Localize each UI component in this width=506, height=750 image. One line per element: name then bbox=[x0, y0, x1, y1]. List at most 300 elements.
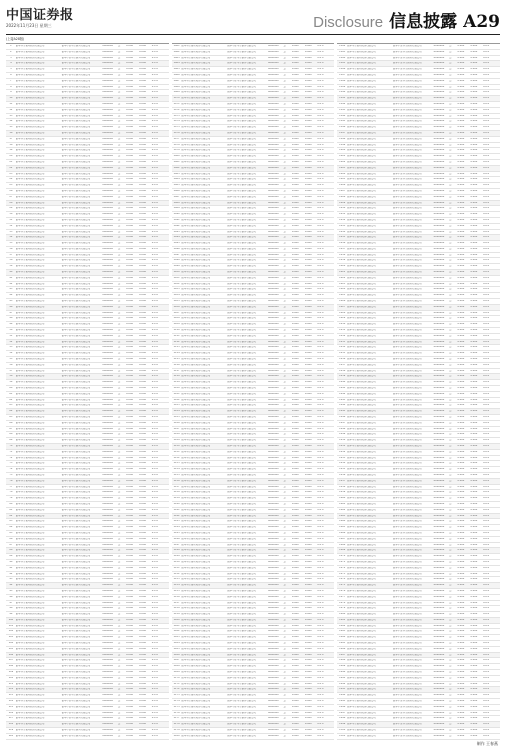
table-cell-n2: 0.000 bbox=[139, 381, 146, 384]
table-cell-name: 银华中证基金销售有限公司 bbox=[61, 381, 91, 384]
table-cell-fund: 银华基金管理股份有限公司 bbox=[347, 282, 376, 285]
table-cell-no: 52 bbox=[9, 340, 13, 343]
table-cell-code: 0000000 bbox=[102, 242, 113, 245]
table-cell-d: 是 bbox=[449, 734, 452, 737]
table-cell-n1: 0.000 bbox=[457, 636, 465, 639]
table-cell-r: 0.0% bbox=[317, 502, 324, 505]
table-cell-name: 银华中证基金销售有限公司 bbox=[227, 126, 256, 129]
table-cell-r: 0.0% bbox=[483, 607, 490, 610]
table-cell-no: 71 bbox=[9, 450, 13, 453]
table-cell-code: 0000000 bbox=[102, 531, 113, 534]
table-cell-no: 1288 bbox=[339, 659, 346, 662]
table-cell-r: 0.0% bbox=[483, 392, 490, 395]
table-cell-n1: 0.000 bbox=[291, 352, 299, 355]
table-cell-name: 银华中证基金销售有限公司 bbox=[227, 259, 256, 262]
table-cell-d: 是 bbox=[449, 120, 452, 123]
table-cell-d: 是 bbox=[283, 91, 286, 94]
table-cell-n2: 0.000 bbox=[304, 694, 312, 697]
table-cell-r: 0.0% bbox=[483, 479, 490, 482]
table-cell-code: 0000000 bbox=[433, 85, 445, 88]
table-cell-code: 0000000 bbox=[102, 166, 113, 169]
table-cell-code: 0000000 bbox=[267, 387, 279, 390]
table-cell-no: 47 bbox=[9, 311, 13, 314]
table-cell-r: 0.0% bbox=[483, 247, 490, 250]
table-cell-code: 0000000 bbox=[267, 288, 279, 291]
table-cell-n1: 0.000 bbox=[126, 560, 133, 563]
table-cell-no: 1244 bbox=[339, 404, 346, 407]
table-cell-d: 是 bbox=[449, 62, 452, 65]
table-cell-n2: 0.000 bbox=[304, 566, 312, 569]
table-cell-n2: 0.000 bbox=[139, 265, 146, 268]
table-cell-n1: 0.000 bbox=[291, 178, 299, 181]
table-cell-code: 0000000 bbox=[102, 578, 113, 581]
table-cell-name: 银华中证基金销售有限公司 bbox=[61, 694, 91, 697]
table-cell-n1: 0.000 bbox=[457, 160, 465, 163]
table-cell-name: 银华中证基金销售有限公司 bbox=[392, 439, 422, 442]
table-cell-code: 0000000 bbox=[433, 520, 445, 523]
table-cell-fund: 银华基金管理股份有限公司 bbox=[15, 149, 45, 152]
table-cell-code: 0000000 bbox=[267, 421, 279, 424]
table-cell-no: 75 bbox=[9, 473, 13, 476]
table-cell-n2: 0.000 bbox=[139, 450, 146, 453]
table-cell-fund: 银华基金管理股份有限公司 bbox=[347, 253, 376, 256]
table-cell-fund: 银华基金管理股份有限公司 bbox=[181, 381, 211, 384]
table-cell-n2: 0.000 bbox=[470, 108, 478, 111]
table-cell-code: 0000000 bbox=[267, 694, 279, 697]
table-cell-fund: 银华基金管理股份有限公司 bbox=[347, 56, 376, 59]
table-cell-d: 是 bbox=[117, 387, 121, 390]
table-cell-n1: 0.000 bbox=[126, 433, 133, 436]
table-cell-no: 1149 bbox=[173, 555, 180, 558]
table-cell-name: 银华中证基金销售有限公司 bbox=[61, 114, 91, 117]
table-cell-name: 银华中证基金销售有限公司 bbox=[227, 682, 256, 685]
table-cell-n1: 0.000 bbox=[126, 242, 133, 245]
table-cell-no: 1153 bbox=[173, 578, 180, 581]
table-cell-fund: 银华基金管理股份有限公司 bbox=[347, 317, 376, 320]
table-cell-code: 0000000 bbox=[433, 62, 445, 65]
table-cell-n1: 0.000 bbox=[291, 555, 299, 558]
table-cell-fund: 银华基金管理股份有限公司 bbox=[15, 207, 45, 210]
table-cell-name: 银华中证基金销售有限公司 bbox=[61, 288, 91, 291]
table-cell-fund: 银华基金管理股份有限公司 bbox=[181, 207, 211, 210]
table-cell-n2: 0.000 bbox=[139, 236, 146, 239]
table-cell-n2: 0.000 bbox=[470, 50, 478, 53]
table-cell-r: 0.0% bbox=[151, 705, 158, 708]
table-cell-r: 0.0% bbox=[483, 427, 490, 430]
table-cell-no: 1180 bbox=[173, 734, 180, 737]
table-cell-fund: 银华基金管理股份有限公司 bbox=[181, 549, 211, 552]
table-cell-d: 是 bbox=[283, 705, 286, 708]
table-cell-name: 银华中证基金销售有限公司 bbox=[227, 276, 256, 279]
table-cell-r: 0.0% bbox=[151, 653, 158, 656]
table-cell-fund: 银华基金管理股份有限公司 bbox=[181, 421, 211, 424]
table-cell-r: 0.0% bbox=[317, 259, 324, 262]
table-cell-no: 10 bbox=[9, 97, 13, 100]
table-cell-n1: 0.000 bbox=[291, 566, 299, 569]
table-cell-name: 银华中证基金销售有限公司 bbox=[61, 137, 91, 140]
table-cell-n2: 0.000 bbox=[470, 531, 478, 534]
table-cell-no: 1095 bbox=[173, 242, 180, 245]
table-cell-r: 0.0% bbox=[317, 102, 324, 105]
table-cell-n2: 0.000 bbox=[470, 358, 478, 361]
table-cell-code: 0000000 bbox=[267, 253, 279, 256]
table-rows bbox=[172, 44, 335, 740]
table-cell-n1: 0.000 bbox=[126, 456, 133, 459]
table-cell-n2: 0.000 bbox=[304, 160, 312, 163]
table-cell-r: 0.0% bbox=[317, 647, 324, 650]
table-cell-name: 银华中证基金销售有限公司 bbox=[61, 688, 91, 691]
table-cell-code: 0000000 bbox=[433, 398, 445, 401]
table-cell-name: 银华中证基金销售有限公司 bbox=[227, 705, 256, 708]
table-cell-n2: 0.000 bbox=[304, 531, 312, 534]
table-cell-d: 是 bbox=[117, 734, 121, 737]
table-cell-n1: 0.000 bbox=[291, 578, 299, 581]
table-cell-fund: 银华基金管理股份有限公司 bbox=[347, 311, 376, 314]
table-cell-code: 0000000 bbox=[267, 642, 279, 645]
table-cell-n2: 0.000 bbox=[139, 502, 146, 505]
table-cell-fund: 银华基金管理股份有限公司 bbox=[15, 230, 45, 233]
table-cell-n2: 0.000 bbox=[470, 131, 478, 134]
table-cell-fund: 银华基金管理股份有限公司 bbox=[181, 479, 211, 482]
table-cell-r: 0.0% bbox=[317, 201, 324, 204]
table-cell-name: 银华中证基金销售有限公司 bbox=[61, 497, 91, 500]
table-cell-n1: 0.000 bbox=[457, 613, 465, 616]
table-cell-r: 0.0% bbox=[151, 479, 158, 482]
table-cell-name: 银华中证基金销售有限公司 bbox=[61, 671, 91, 674]
table-cell-code: 0000000 bbox=[433, 433, 445, 436]
table-cell-no: 102 bbox=[8, 630, 14, 633]
table-cell-fund: 银华基金管理股份有限公司 bbox=[181, 671, 211, 674]
table-cell-no: 1065 bbox=[173, 68, 180, 71]
table-cell-n2: 0.000 bbox=[304, 218, 312, 221]
table-cell-fund: 银华基金管理股份有限公司 bbox=[347, 363, 376, 366]
table-cell-code: 0000000 bbox=[267, 102, 279, 105]
table-cell-name: 银华中证基金销售有限公司 bbox=[392, 642, 422, 645]
table-cell-r: 0.0% bbox=[317, 108, 324, 111]
table-cell-n2: 0.000 bbox=[470, 468, 478, 471]
table-cell-code: 0000000 bbox=[102, 711, 113, 714]
table-cell-d: 是 bbox=[449, 97, 452, 100]
table-cell-r: 0.0% bbox=[317, 329, 324, 332]
table-cell-r: 0.0% bbox=[483, 624, 490, 627]
table-cell-n2: 0.000 bbox=[304, 491, 312, 494]
table-cell-fund: 银华基金管理股份有限公司 bbox=[181, 694, 211, 697]
table-cell-no: 1290 bbox=[339, 671, 346, 674]
table-cell-code: 0000000 bbox=[433, 236, 445, 239]
table-cell-name: 银华中证基金销售有限公司 bbox=[227, 184, 256, 187]
table-cell-no: 1253 bbox=[339, 456, 346, 459]
table-cell-r: 0.0% bbox=[151, 700, 158, 703]
table-cell-no: 35 bbox=[9, 242, 13, 245]
table-cell-n2: 0.000 bbox=[139, 305, 146, 308]
table-cell-r: 0.0% bbox=[317, 398, 324, 401]
table-cell-d: 是 bbox=[449, 311, 452, 314]
table-cell-code: 0000000 bbox=[267, 184, 279, 187]
table-cell-code: 0000000 bbox=[102, 79, 113, 82]
table-cell-fund: 银华基金管理股份有限公司 bbox=[181, 514, 211, 517]
table-cell-name: 银华中证基金销售有限公司 bbox=[61, 195, 91, 198]
table-cell-n1: 0.000 bbox=[126, 56, 133, 59]
table-cell-n1: 0.000 bbox=[126, 676, 133, 679]
table-cell-no: 1067 bbox=[173, 79, 180, 82]
table-cell-r: 0.0% bbox=[317, 137, 324, 140]
table-cell-name: 银华中证基金销售有限公司 bbox=[61, 259, 91, 262]
table-cell-n2: 0.000 bbox=[470, 311, 478, 314]
table-cell-n2: 0.000 bbox=[470, 201, 478, 204]
table-cell-r: 0.0% bbox=[483, 543, 490, 546]
table-cell-name: 银华中证基金销售有限公司 bbox=[392, 682, 422, 685]
table-cell-r: 0.0% bbox=[483, 131, 490, 134]
table-cell-n1: 0.000 bbox=[457, 346, 465, 349]
table-cell-name: 银华中证基金销售有限公司 bbox=[61, 369, 91, 372]
table-cell-name: 银华中证基金销售有限公司 bbox=[227, 317, 256, 320]
table-cell-n2: 0.000 bbox=[304, 723, 312, 726]
table-cell-n1: 0.000 bbox=[457, 381, 465, 384]
table-cell-r: 0.0% bbox=[151, 143, 158, 146]
table-cell-code: 0000000 bbox=[267, 456, 279, 459]
table-cell-no: 1197 bbox=[339, 131, 346, 134]
table-cell-d: 是 bbox=[117, 363, 121, 366]
table-cell-fund: 银华基金管理股份有限公司 bbox=[15, 636, 45, 639]
table-cell-n2: 0.000 bbox=[470, 659, 478, 662]
table-cell-r: 0.0% bbox=[151, 160, 158, 163]
table-cell-n1: 0.000 bbox=[457, 572, 465, 575]
table-cell-n1: 0.000 bbox=[457, 126, 465, 129]
table-cell-r: 0.0% bbox=[483, 497, 490, 500]
table-cell-d: 是 bbox=[283, 346, 286, 349]
table-cell-n1: 0.000 bbox=[291, 450, 299, 453]
table-cell-d: 是 bbox=[449, 288, 452, 291]
table-cell-n1: 0.000 bbox=[291, 502, 299, 505]
table-cell-fund: 银华基金管理股份有限公司 bbox=[347, 218, 376, 221]
table-cell-n2: 0.000 bbox=[304, 734, 312, 737]
table-cell-no: 25 bbox=[9, 184, 13, 187]
table-cell-code: 0000000 bbox=[433, 114, 445, 117]
table-cell-n1: 0.000 bbox=[291, 676, 299, 679]
table-cell-d: 是 bbox=[117, 560, 121, 563]
table-cell-no: 1079 bbox=[173, 149, 180, 152]
table-cell-n2: 0.000 bbox=[139, 102, 146, 105]
table-cell-d: 是 bbox=[117, 207, 121, 210]
table-cell-fund: 银华基金管理股份有限公司 bbox=[15, 166, 45, 169]
table-cell-fund: 银华基金管理股份有限公司 bbox=[181, 404, 211, 407]
table-cell-fund: 银华基金管理股份有限公司 bbox=[15, 317, 45, 320]
table-cell-d: 是 bbox=[117, 676, 121, 679]
table-cell-d: 是 bbox=[283, 201, 286, 204]
table-cell-n2: 0.000 bbox=[139, 404, 146, 407]
table-cell-no: 107 bbox=[8, 659, 14, 662]
table-cell-fund: 银华基金管理股份有限公司 bbox=[15, 56, 45, 59]
table-cell-n1: 0.000 bbox=[457, 659, 465, 662]
masthead-rule bbox=[6, 34, 500, 35]
table-cell-n2: 0.000 bbox=[470, 543, 478, 546]
table-cell-fund: 银华基金管理股份有限公司 bbox=[347, 166, 376, 169]
table-cell-no: 1241 bbox=[339, 387, 346, 390]
table-cell-fund: 银华基金管理股份有限公司 bbox=[15, 462, 45, 465]
table-cell-n2: 0.000 bbox=[470, 137, 478, 140]
table-cell-n1: 0.000 bbox=[457, 398, 465, 401]
table-cell-no: 1218 bbox=[339, 253, 346, 256]
table-cell-n1: 0.000 bbox=[126, 45, 133, 47]
table-cell-d: 是 bbox=[449, 68, 452, 71]
table-cell-no: 86 bbox=[9, 537, 13, 540]
table-cell-d: 是 bbox=[449, 665, 452, 668]
table-cell-code: 0000000 bbox=[433, 543, 445, 546]
table-cell-no: 1246 bbox=[339, 416, 346, 418]
table-cell-fund: 银华基金管理股份有限公司 bbox=[15, 444, 45, 447]
table-cell-name: 银华中证基金销售有限公司 bbox=[392, 201, 422, 204]
table-cell-n1: 0.000 bbox=[126, 468, 133, 471]
table-cell-d: 是 bbox=[283, 300, 286, 303]
table-cell-r: 0.0% bbox=[483, 647, 490, 650]
table-cell-code: 0000000 bbox=[267, 526, 279, 529]
table-cell-fund: 银华基金管理股份有限公司 bbox=[347, 375, 376, 378]
table-cell-no: 1137 bbox=[173, 485, 180, 488]
table-cell-n1: 0.000 bbox=[457, 560, 465, 563]
table-cell-name: 银华中证基金销售有限公司 bbox=[227, 271, 256, 274]
table-cell-fund: 银华基金管理股份有限公司 bbox=[181, 137, 211, 140]
column-header: (上接A28版) bbox=[6, 36, 169, 44]
table-cell-r: 0.0% bbox=[317, 589, 324, 592]
table-cell-code: 0000000 bbox=[433, 253, 445, 256]
table-cell-fund: 银华基金管理股份有限公司 bbox=[15, 172, 45, 175]
table-cell-d: 是 bbox=[449, 682, 452, 685]
table-cell-name: 银华中证基金销售有限公司 bbox=[227, 555, 256, 558]
table-cell-n2: 0.000 bbox=[304, 271, 312, 274]
table-cell-n1: 0.000 bbox=[457, 427, 465, 430]
table-cell-n2: 0.000 bbox=[470, 149, 478, 152]
table-cell-fund: 银华基金管理股份有限公司 bbox=[15, 236, 45, 239]
table-cell-no: 1069 bbox=[173, 91, 180, 94]
table-cell-n2: 0.000 bbox=[139, 520, 146, 523]
table-cell-fund: 银华基金管理股份有限公司 bbox=[15, 694, 45, 697]
table-cell-d: 是 bbox=[283, 589, 286, 592]
table-cell-d: 是 bbox=[117, 340, 121, 343]
table-cell-code: 0000000 bbox=[433, 282, 445, 285]
table-cell-n1: 0.000 bbox=[126, 218, 133, 221]
table-cell-r: 0.0% bbox=[317, 346, 324, 349]
table-cell-n1: 0.000 bbox=[457, 624, 465, 627]
table-cell-code: 0000000 bbox=[433, 671, 445, 674]
table-cell-n2: 0.000 bbox=[139, 671, 146, 674]
table-cell-r: 0.0% bbox=[483, 340, 490, 343]
table-cell-r: 0.0% bbox=[483, 398, 490, 401]
table-cell-d: 是 bbox=[449, 502, 452, 505]
table-cell-fund: 银华基金管理股份有限公司 bbox=[181, 387, 211, 390]
table-cell-r: 0.0% bbox=[483, 473, 490, 476]
table-cell-n1: 0.000 bbox=[126, 224, 133, 227]
table-cell-n1: 0.000 bbox=[291, 56, 299, 59]
table-cell-n1: 0.000 bbox=[291, 329, 299, 332]
table-cell-r: 0.0% bbox=[317, 56, 324, 59]
table-cell-n1: 0.000 bbox=[457, 155, 465, 158]
table-cell-name: 银华中证基金销售有限公司 bbox=[61, 537, 91, 540]
table-cell-n2: 0.000 bbox=[304, 340, 312, 343]
table-cell-no: 1213 bbox=[339, 224, 346, 227]
table-cell-n2: 0.000 bbox=[139, 624, 146, 627]
table-cell-fund: 银华基金管理股份有限公司 bbox=[347, 108, 376, 111]
table-cell-fund: 银华基金管理股份有限公司 bbox=[15, 363, 45, 366]
table-cell-name: 银华中证基金销售有限公司 bbox=[61, 468, 91, 471]
table-cell-r: 0.0% bbox=[483, 172, 490, 175]
table-cell-d: 是 bbox=[449, 108, 452, 111]
table-cell-n1: 0.000 bbox=[126, 311, 133, 314]
table-cell-r: 0.0% bbox=[483, 224, 490, 227]
table-cell-d: 是 bbox=[117, 247, 121, 250]
table-cell-d: 是 bbox=[449, 462, 452, 465]
table-cell-name: 银华中证基金销售有限公司 bbox=[227, 479, 256, 482]
table-cell-n2: 0.000 bbox=[139, 734, 146, 737]
table-cell-code: 0000000 bbox=[102, 282, 113, 285]
table-cell-r: 0.0% bbox=[483, 711, 490, 714]
table-cell-d: 是 bbox=[449, 126, 452, 129]
table-cell-fund: 银华基金管理股份有限公司 bbox=[181, 410, 211, 413]
table-cell-fund: 银华基金管理股份有限公司 bbox=[181, 624, 211, 627]
table-cell-fund: 银华基金管理股份有限公司 bbox=[181, 555, 211, 558]
table-cell-fund: 银华基金管理股份有限公司 bbox=[181, 502, 211, 505]
table-cell-n2: 0.000 bbox=[304, 502, 312, 505]
table-cell-name: 银华中证基金销售有限公司 bbox=[227, 653, 256, 656]
table-cell-code: 0000000 bbox=[102, 73, 113, 76]
table-cell-no: 1080 bbox=[173, 155, 180, 158]
table-cell-r: 0.0% bbox=[151, 282, 158, 285]
table-cell-n2: 0.000 bbox=[304, 537, 312, 540]
table-cell-n1: 0.000 bbox=[126, 85, 133, 88]
table-cell-name: 银华中证基金销售有限公司 bbox=[61, 172, 91, 175]
table-cell-n2: 0.000 bbox=[304, 555, 312, 558]
table-cell-n1: 0.000 bbox=[126, 421, 133, 424]
table-cell-r: 0.0% bbox=[483, 265, 490, 268]
table-cell-name: 银华中证基金销售有限公司 bbox=[392, 68, 422, 71]
table-cell-r: 0.0% bbox=[483, 369, 490, 372]
table-cell-fund: 银华基金管理股份有限公司 bbox=[347, 184, 376, 187]
table-cell-no: 1201 bbox=[339, 155, 346, 158]
table-cell-r: 0.0% bbox=[483, 572, 490, 575]
table-cell-fund: 银华基金管理股份有限公司 bbox=[347, 578, 376, 581]
table-cell-n1: 0.000 bbox=[126, 375, 133, 378]
table-cell-name: 银华中证基金销售有限公司 bbox=[61, 444, 91, 447]
table-cell-r: 0.0% bbox=[151, 491, 158, 494]
table-cell-fund: 银华基金管理股份有限公司 bbox=[347, 636, 376, 639]
table-cell-code: 0000000 bbox=[433, 369, 445, 372]
table-cell-name: 银华中证基金销售有限公司 bbox=[227, 137, 256, 140]
table-cell-code: 0000000 bbox=[267, 479, 279, 482]
table-cell-no: 1097 bbox=[173, 253, 180, 256]
table-cell-no: 72 bbox=[9, 456, 13, 459]
table-cell-n1: 0.000 bbox=[291, 671, 299, 674]
table-cell-no: 1138 bbox=[173, 491, 180, 494]
table-cell-fund: 银华基金管理股份有限公司 bbox=[15, 195, 45, 198]
table-cell-n1: 0.000 bbox=[126, 271, 133, 274]
table-cell-no: 1269 bbox=[339, 549, 346, 552]
table-cell-n1: 0.000 bbox=[126, 653, 133, 656]
table-cell-no: 61 bbox=[9, 392, 13, 395]
table-cell-n2: 0.000 bbox=[139, 375, 146, 378]
table-cell-r: 0.0% bbox=[151, 682, 158, 685]
table-cell-code: 0000000 bbox=[102, 97, 113, 100]
table-cell-name: 银华中证基金销售有限公司 bbox=[61, 711, 91, 714]
table-cell-n1: 0.000 bbox=[126, 659, 133, 662]
table-cell-code: 0000000 bbox=[102, 178, 113, 181]
table-cell-no: 1072 bbox=[173, 108, 180, 111]
table-cell-d: 是 bbox=[449, 242, 452, 245]
table-cell-n2: 0.000 bbox=[304, 508, 312, 511]
table-cell-no: 1267 bbox=[339, 537, 346, 540]
table-cell-no: 70 bbox=[9, 444, 13, 447]
table-cell-n2: 0.000 bbox=[304, 178, 312, 181]
table-cell-name: 银华中证基金销售有限公司 bbox=[392, 711, 422, 714]
table-cell-name: 银华中证基金销售有限公司 bbox=[227, 468, 256, 471]
